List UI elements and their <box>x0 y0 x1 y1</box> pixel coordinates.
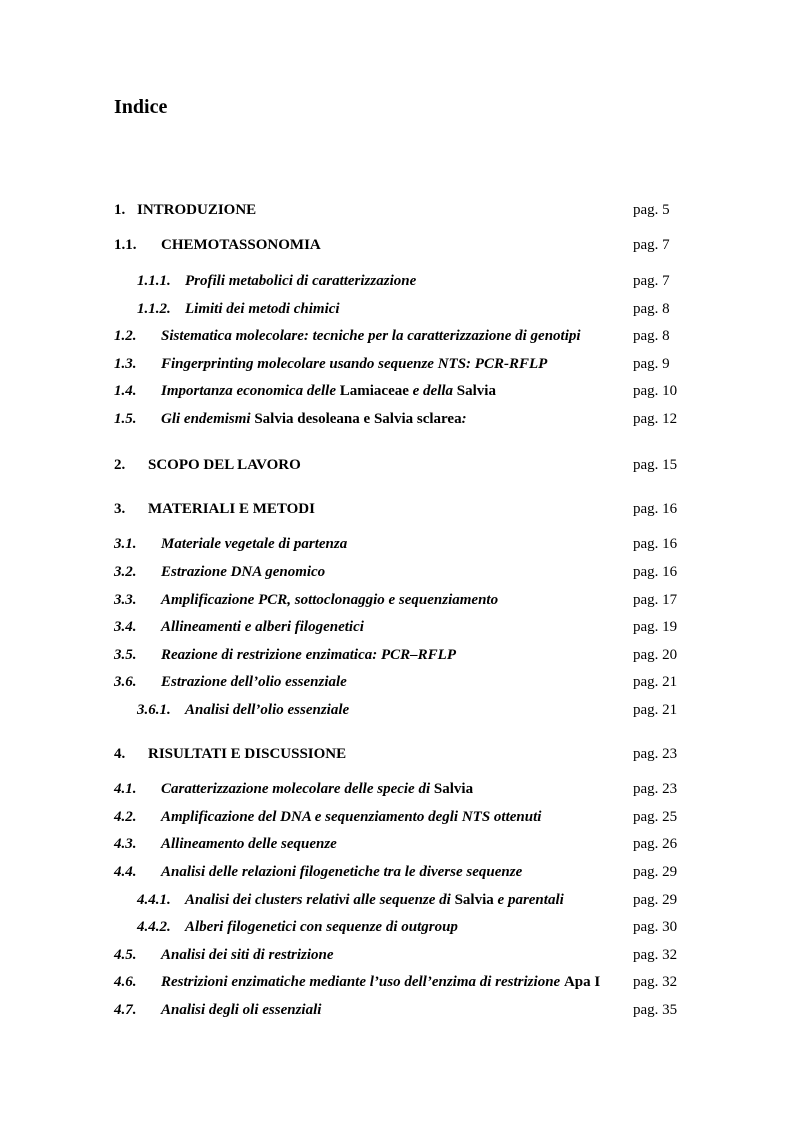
toc-number: 4.3. <box>114 836 137 852</box>
toc-number: 3.6. <box>114 674 137 690</box>
toc-entry-4-4-1 <box>0 893 793 913</box>
toc-title: Materiale vegetale di partenza <box>161 536 348 552</box>
toc-title: Analisi dell’olio essenziale <box>185 702 350 718</box>
toc-entry-4-3 <box>0 837 793 857</box>
toc-entry-3-6-1 <box>0 703 793 723</box>
toc-title: Estrazione dell’olio essenziale <box>161 674 347 690</box>
toc-entry-4-4 <box>0 865 793 885</box>
toc-number: 2. <box>114 457 126 473</box>
toc-entry-1-5 <box>0 412 793 432</box>
toc-number: 4.4. <box>114 864 137 880</box>
toc-page: pag. 16 <box>633 501 678 517</box>
toc-entry-4-1 <box>0 782 793 802</box>
toc-number: 4. <box>114 746 126 762</box>
toc-page: pag. 35 <box>633 1002 678 1018</box>
toc-title: Reazione di restrizione enzimatica: PCR–RFLP <box>161 647 457 663</box>
toc-page: pag. 23 <box>633 746 678 762</box>
index-heading: Indice <box>114 96 168 118</box>
toc-title: Allineamenti e alberi filogenetici <box>161 619 364 635</box>
toc-number: 1.1.1. <box>137 273 171 289</box>
toc-number: 1.1. <box>114 237 137 253</box>
toc-title: INTRODUZIONE <box>137 202 257 218</box>
toc-page: pag. 7 <box>633 237 670 253</box>
toc-entry-3 <box>0 502 793 522</box>
toc-page: pag. 30 <box>633 919 678 935</box>
toc-title: Limiti dei metodi chimici <box>185 301 340 317</box>
toc-entry-4-4-2 <box>0 920 793 940</box>
toc-number: 4.4.2. <box>137 919 171 935</box>
toc-number: 1.1.2. <box>137 301 171 317</box>
toc-title: Amplificazione del DNA e sequenziamento degli NTS ottenuti <box>161 809 542 825</box>
toc-number: 3.4. <box>114 619 137 635</box>
toc-title: SCOPO DEL LAVORO <box>148 457 301 473</box>
toc-title: Caratterizzazione molecolare delle specie di Salvia <box>161 781 474 797</box>
toc-number: 1.4. <box>114 383 137 399</box>
toc-entry-1-1-1 <box>0 274 793 294</box>
toc-number: 4.4.1. <box>137 892 171 908</box>
toc-entry-3-1 <box>0 537 793 557</box>
toc-entry-2 <box>0 458 793 478</box>
toc-number: 3.5. <box>114 647 137 663</box>
toc-number: 3.3. <box>114 592 137 608</box>
toc-entry-3-3 <box>0 593 793 613</box>
toc-number: 1.5. <box>114 411 137 427</box>
toc-page: pag. 32 <box>633 947 678 963</box>
toc-title: Allineamento delle sequenze <box>161 836 337 852</box>
toc-page: pag. 12 <box>633 411 678 427</box>
toc-page: pag. 26 <box>633 836 678 852</box>
toc-page: pag. 25 <box>633 809 678 825</box>
toc-title: RISULTATI E DISCUSSIONE <box>148 746 347 762</box>
toc-number: 3. <box>114 501 126 517</box>
toc-number: 3.1. <box>114 536 137 552</box>
toc-entry-1-4 <box>0 384 793 404</box>
toc-page: pag. 9 <box>633 356 670 372</box>
toc-page: pag. 21 <box>633 702 678 718</box>
toc-entry-4-6 <box>0 975 793 995</box>
toc-title: Profili metabolici di caratterizzazione <box>185 273 417 289</box>
toc-number: 1.2. <box>114 328 137 344</box>
toc-entry-4 <box>0 747 793 767</box>
toc-title: Analisi dei clusters relativi alle sequenze di Salvia e parentali <box>185 892 564 908</box>
toc-page: pag. 8 <box>633 328 670 344</box>
toc-number: 4.2. <box>114 809 137 825</box>
toc-entry-3-5 <box>0 648 793 668</box>
toc-page: pag. 29 <box>633 864 678 880</box>
toc-entry-4-7 <box>0 1003 793 1023</box>
toc-title: Analisi delle relazioni filogenetiche tra le diverse sequenze <box>161 864 523 880</box>
toc-entry-3-6 <box>0 675 793 695</box>
toc-page: pag. 10 <box>633 383 678 399</box>
toc-entry-4-5 <box>0 948 793 968</box>
toc-page: pag. 15 <box>633 457 678 473</box>
toc-entry-3-2 <box>0 565 793 585</box>
toc-entry-4-2 <box>0 810 793 830</box>
toc-page: pag. 32 <box>633 974 678 990</box>
toc-title: Gli endemismi Salvia desoleana e Salvia sclarea: <box>161 411 467 427</box>
toc-page: pag. 5 <box>633 202 670 218</box>
toc-entry-3-4 <box>0 620 793 640</box>
toc-number: 4.6. <box>114 974 137 990</box>
toc-number: 4.1. <box>114 781 137 797</box>
toc-title: Sistematica molecolare: tecniche per la caratterizzazione di genotipi <box>161 328 581 344</box>
toc-page: pag. 8 <box>633 301 670 317</box>
toc-number: 3.6.1. <box>137 702 171 718</box>
toc-title: CHEMOTASSONOMIA <box>161 237 321 253</box>
toc-entry-1-1-2 <box>0 302 793 322</box>
toc-title: Analisi dei siti di restrizione <box>161 947 334 963</box>
toc-number: 1.3. <box>114 356 137 372</box>
toc-page: pag. 29 <box>633 892 678 908</box>
toc-page: pag. 7 <box>633 273 670 289</box>
toc-title: Estrazione DNA genomico <box>161 564 326 580</box>
toc-page: pag. 19 <box>633 619 678 635</box>
toc-title: Amplificazione PCR, sottoclonaggio e sequenziamento <box>161 592 499 608</box>
toc-entry-1-3 <box>0 357 793 377</box>
toc-entry-1-1 <box>0 238 793 258</box>
toc-number: 4.7. <box>114 1002 137 1018</box>
toc-page: pag. 17 <box>633 592 678 608</box>
toc-title: MATERIALI E METODI <box>148 501 315 517</box>
toc-entry-1-2 <box>0 329 793 349</box>
toc-title: Fingerprinting molecolare usando sequenze NTS: PCR-RFLP <box>161 356 548 372</box>
toc-number: 4.5. <box>114 947 137 963</box>
toc-page: pag. 16 <box>633 564 678 580</box>
toc-title: Analisi degli oli essenziali <box>161 1002 322 1018</box>
toc-number: 1. <box>114 202 126 218</box>
toc-title: Alberi filogenetici con sequenze di outgroup <box>185 919 458 935</box>
toc-page: pag. 21 <box>633 674 678 690</box>
toc-title: Restrizioni enzimatiche mediante l’uso dell’enzima di restrizione Apa I <box>161 974 601 990</box>
toc-entry-1 <box>0 203 793 223</box>
toc-number: 3.2. <box>114 564 137 580</box>
toc-page: pag. 16 <box>633 536 678 552</box>
toc-page: pag. 23 <box>633 781 678 797</box>
toc-title: Importanza economica delle Lamiaceae e della Salvia <box>161 383 496 399</box>
toc-page: pag. 20 <box>633 647 678 663</box>
